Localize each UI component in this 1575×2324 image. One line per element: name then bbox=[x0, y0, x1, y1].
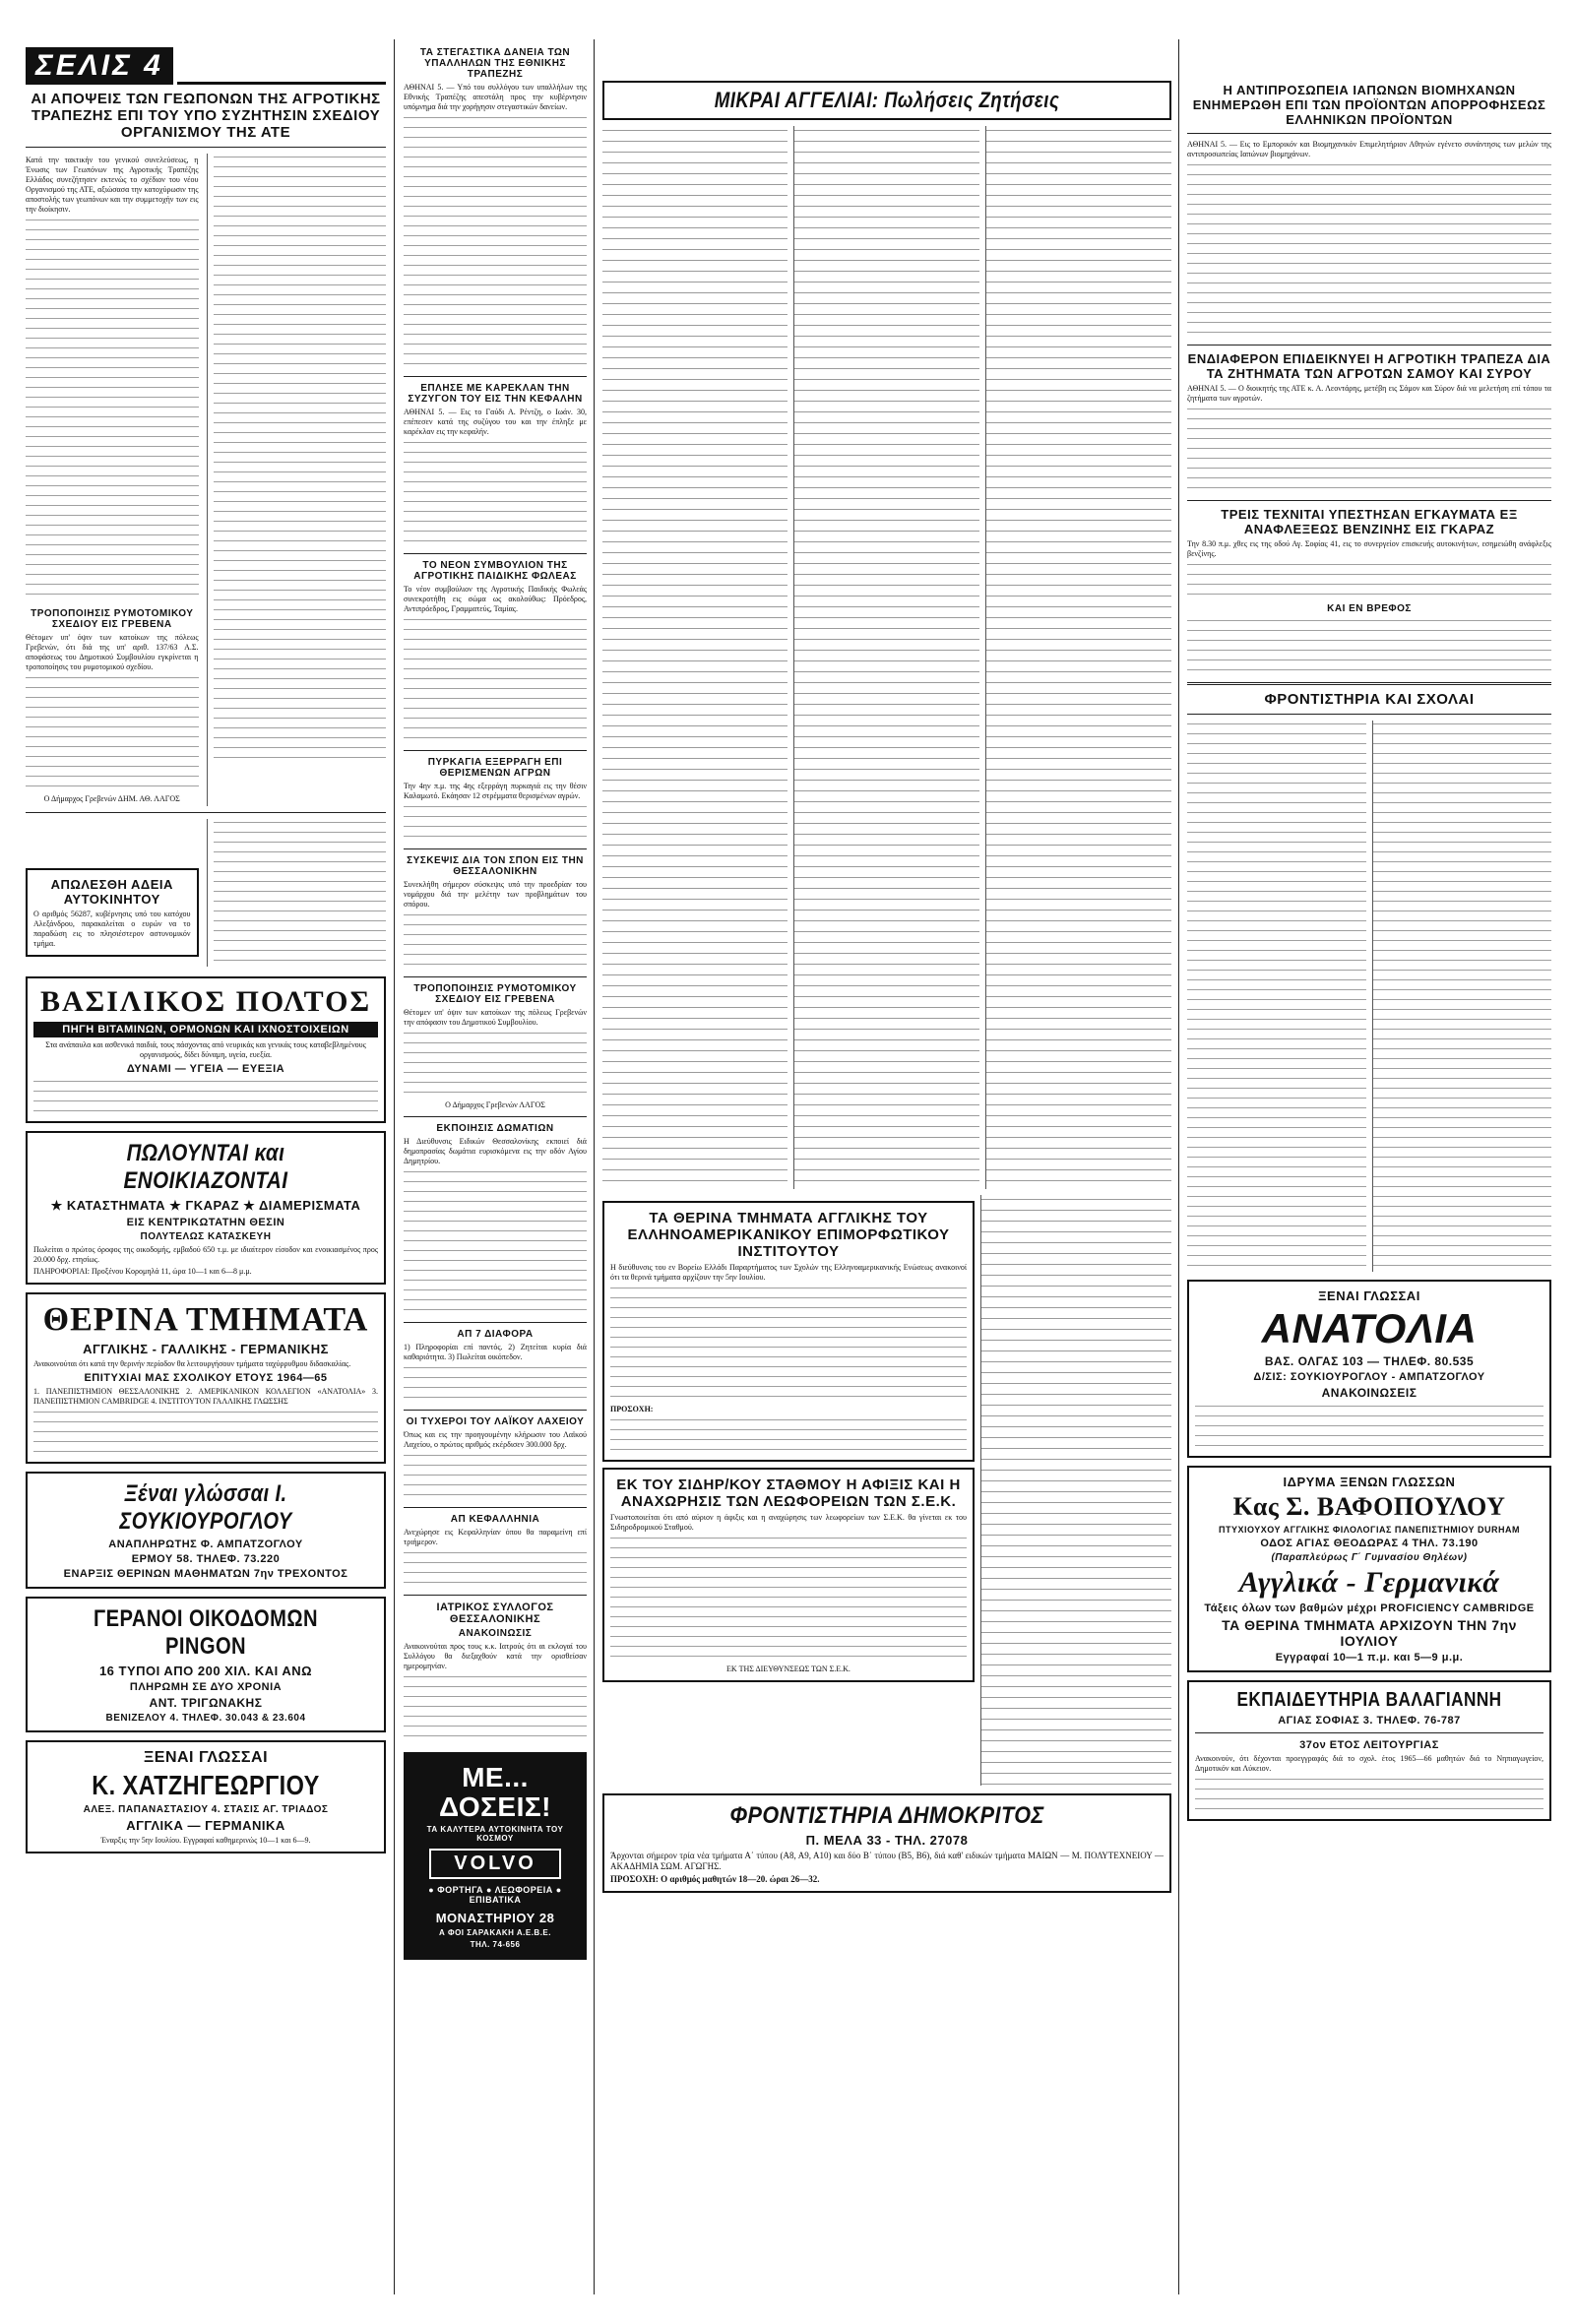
article-body bbox=[26, 674, 199, 792]
classifieds-column bbox=[980, 1195, 1171, 1786]
article-headline: ΟΙ ΤΥΧΕΡΟΙ ΤΟΥ ΛΑΪΚΟΥ ΛΑΧΕΙΟΥ bbox=[406, 1416, 585, 1427]
school-listings bbox=[1372, 721, 1552, 1272]
lead-text: Κατά την τακτικήν του γενικού συνελεύσεως, η Ένωσις των Γεωπόνων της Αγροτικής Τραπέζης Ελλάδος συνεζήτησεν εκτενώς το σχέδιον του νέου Οργανισμού της ΑΤΕ, αξιώσασα την κατοχύρωσιν της αποστολής των γεωπόνων και την συμμετοχήν των εις την διοίκησιν. bbox=[26, 156, 199, 214]
column-1 bbox=[26, 0, 386, 2324]
classifieds-grid bbox=[602, 126, 1171, 1189]
article-headline: ΑΠ ΚΕΦΑΛΛΗΝΙΑ bbox=[450, 1514, 540, 1525]
ad-valagianni: ΕΚΠΑΙΔΕΥΤΗΡΙΑ ΒΑΛΑΓΙΑΝΝΗ ΑΓΙΑΣ ΣΟΦΙΑΣ 3. ΤΗΛΕΦ. 76-787 37ον ΕΤΟΣ ΛΕΙΤΟΥΡΓΙΑΣ Ανακοινούν, ότι δέχονται προεγγραφάς διά το σχολ. έτος 1965—66 μαθητών διά το Νηπιαγωγείον, Δημοτικόν και Λύκειον. bbox=[1187, 1680, 1551, 1821]
classifieds-header: ΜΙΚΡΑΙ ΑΓΓΕΛΙΑΙ: Πωλήσεις Ζητήσεις bbox=[602, 81, 1171, 120]
volvo-logo: VOLVO bbox=[429, 1849, 561, 1879]
classifieds-column bbox=[985, 126, 1171, 1189]
lost-notice-text: Ο αριθμός 56287, κυβέρνησις υπό του κατόχου Αλεξάνδρου, παρακαλείται ο ευρών να το παραδώση εις το πλησιέστερον αστυνομικόν τμήμα. bbox=[33, 910, 191, 948]
ad-vafopoulou: ΙΔΡΥΜΑ ΞΕΝΩΝ ΓΛΩΣΣΩΝ Κας Σ. ΒΑΦΟΠΟΥΛΟΥ ΠΤΥΧΙΟΥΧΟΥ ΑΓΓΛΙΚΗΣ ΦΙΛΟΛΟΓΙΑΣ ΠΑΝΕΠΙΣΤΗΜΙΟΥ DURHAM ΟΔΟΣ ΑΓΙΑΣ ΘΕΟΔΩΡΑΣ 4 ΤΗΛ. 73.190 (Παραπλεύρως Γ΄ Γυμνασίου Θηλέων) Αγγλικά - Γερμανικά Τάξεις όλων των βαθμών μέχρι PROFICIENCY CAMBRIDGE ΤΑ ΘΕΡΙΝΑ ΤΜΗΜΑΤΑ ΑΡΧΙΖΟΥΝ ΤΗΝ 7ην ΙΟΥΛΙΟΥ Εγγραφαί 10—1 π.μ. και 5—9 μ.μ. bbox=[1187, 1466, 1551, 1672]
column-rule bbox=[594, 39, 595, 2294]
section-header: ΦΡΟΝΤΙΣΤΗΡΙΑ ΚΑΙ ΣΧΟΛΑΙ bbox=[1264, 691, 1475, 708]
lost-notice-title: ΑΠΩΛΕΣΘΗ ΑΔΕΙΑ ΑΥΤΟΚΙΝΗΤΟΥ bbox=[50, 877, 173, 907]
classifieds-column bbox=[793, 126, 979, 1189]
article-headline: ΠΥΡΚΑΓΙΑ ΕΞΕΡΡΑΓΗ ΕΠΙ ΘΕΡΙΣΜΕΝΩΝ ΑΓΡΩΝ bbox=[427, 757, 563, 779]
article-headline: ΙΑΤΡΙΚΟΣ ΣΥΛΛΟΓΟΣ ΘΕΣΣΑΛΟΝΙΚΗΣ bbox=[436, 1602, 554, 1625]
column-rule bbox=[1178, 39, 1179, 2294]
article-signature: Ο Δήμαρχος Γρεβενών ΔΗΜ. ΑΘ. ΛΑΓΟΣ bbox=[43, 794, 180, 803]
article-headline: ΤΡΟΠΟΠΟΙΗΣΙΣ ΡΥΜΟΤΟΜΙΚΟΥ ΣΧΕΔΙΟΥ ΕΙΣ ΓΡΕΒΕΝΑ bbox=[31, 608, 194, 630]
ad-hatzigeorgiou: ΞΕΝΑΙ ΓΛΩΣΣΑΙ Κ. ΧΑΤΖΗΓΕΩΡΓΙΟΥ ΑΛΕΞ. ΠΑΠΑΝΑΣΤΑΣΙΟΥ 4. ΣΤΑΣΙΣ ΑΓ. ΤΡΙΑΔΟΣ ΑΓΓΛΙΚΑ — ΓΕΡΜΑΝΙΚΑ Έναρξις την 5ην Ιουλίου. Εγγραφαί καθημερινώς 10—1 και 6—9. bbox=[26, 1740, 386, 1853]
ad-vasilikos-poltos: ΒΑΣΙΛΙΚΟΣ ΠΟΛΤΟΣ ΠΗΓΗ ΒΙΤΑΜΙΝΩΝ, ΟΡΜΟΝΩΝ ΚΑΙ ΙΧΝΟΣΤΟΙΧΕΙΩΝ Στα ανάπαυλα και ασθενικά παιδιά, τους πάσχοντας από νευρικάς και γενικάς τους καταβεβλημένους οργανισμούς, δίδει δύναμη, υγεία, ευεξία. ΔΥΝΑΜΙ — ΥΓΕΙΑ — ΕΥΕΞΙΑ bbox=[26, 976, 386, 1123]
article-headline: ΤΑ ΣΤΕΓΑΣΤΙΚΑ ΔΑΝΕΙΑ ΤΩΝ ΥΠΑΛΛΗΛΩΝ ΤΗΣ ΕΘΝΙΚΗΣ ΤΡΑΠΕΖΗΣ bbox=[419, 47, 571, 80]
article-body bbox=[214, 154, 387, 764]
article-body bbox=[214, 819, 387, 967]
ad-hellenic-american-summer: ΤΑ ΘΕΡΙΝΑ ΤΜΗΜΑΤΑ ΑΓΓΛΙΚΗΣ ΤΟΥ ΕΛΛΗΝΟΑΜΕΡΙΚΑΝΙΚΟΥ ΕΠΙΜΟΡΦΩΤΙΚΟΥ ΙΝΣΤΙΤΟΥΤΟΥ Η διεύθυνσις του εν Βορείω Ελλάδι Παραρτήματος των Σχολών της Ελληνοαμερικανικής Ενώσεως ανακοινοί ότι τα θερινά τμήματα αρχίζουν την 5ην Ιουλίου. ΠΡΟΣΟΧΗ: bbox=[602, 1201, 975, 1462]
ad-summer-classes: ΘΕΡΙΝΑ ΤΜΗΜΑΤΑ ΑΓΓΛΙΚΗΣ - ΓΑΛΛΙΚΗΣ - ΓΕΡΜΑΝΙΚΗΣ Ανακοινούται ότι κατά την θερινήν περίοδον θα λειτουργήσουν τμήματα ταχύρρυθμου διδασκαλίας. ΕΠΙΤΥΧΙΑΙ ΜΑΣ ΣΧΟΛΙΚΟΥ ΕΤΟΥΣ 1964—65 1. ΠΑΝΕΠΙΣΤΗΜΙΟΝ ΘΕΣΣΑΛΟΝΙΚΗΣ 2. ΑΜΕΡΙΚΑΝΙΚΟΝ ΚΟΛΛΕΓΙΟΝ «ΑΝΑΤΟΛΙΑ» 3. ΠΑΝΕΠΙΣΤΗΜΙΟΝ CAMBRIDGE 4. ΙΝΣΤΙΤΟΥΤΟΝ ΓΑΛΛΙΚΗΣ ΓΛΩΣΣΗΣ bbox=[26, 1292, 386, 1464]
article-headline: ΕΚΠΟΙΗΣΙΣ ΔΩΜΑΤΙΩΝ bbox=[436, 1123, 554, 1134]
ad-languages-soukiouroglou: Ξέναι γλώσσαι Ι. ΣΟΥΚΙΟΥΡΟΓΛΟΥ ΑΝΑΠΛΗΡΩΤΗΣ Φ. ΑΜΠΑΤΖΟΓΛΟΥ ΕΡΜΟΥ 58. ΤΗΛΕΦ. 73.220 ΕΝΑΡΞΙΣ ΘΕΡΙΝΩΝ ΜΑΘΗΜΑΤΩΝ 7ην ΤΡΕΧΟΝΤΟΣ bbox=[26, 1472, 386, 1589]
article-body bbox=[26, 217, 199, 600]
article-headline: Η ΑΝΤΙΠΡΟΣΩΠΕΙΑ ΙΑΠΩΝΩΝ ΒΙΟΜΗΧΑΝΩΝ ΕΝΗΜΕΡΩΘΗ ΕΠΙ ΤΩΝ ΠΡΟΪΟΝΤΩΝ ΑΠΟΡΡΟΦΗΣΕΩΣ ΕΛΛΗΝΙΚΩΝ ΠΡΟΪΟΝΤΩΝ bbox=[1192, 83, 1546, 127]
school-listings bbox=[1187, 721, 1366, 1272]
article-headline: ΤΡΕΙΣ ΤΕΧΝΙΤΑΙ ΥΠΕΣΤΗΣΑΝ ΕΓΚΑΥΜΑΤΑ ΕΞ ΑΝΑΦΛΕΞΕΩΣ ΒΕΝΖΙΝΗΣ ΕΙΣ ΓΚΑΡΑΖ bbox=[1221, 507, 1518, 536]
article-headline: ΕΝΔΙΑΦΕΡΟΝ ΕΠΙΔΕΙΚΝΥΕΙ Η ΑΓΡΟΤΙΚΗ ΤΡΑΠΕΖΑ ΔΙΑ ΤΑ ΖΗΤΗΜΑΤΑ ΤΩΝ ΑΓΡΟΤΩΝ ΣΑΜΟΥ ΚΑΙ ΣΥΡΟΥ bbox=[1187, 351, 1551, 381]
ad-dimokritos: ΦΡΟΝΤΙΣΤΗΡΙΑ ΔΗΜΟΚΡΙΤΟΣ Π. ΜΕΛΑ 33 - ΤΗΛ. 27078 Άρχονται σήμερον τρία νέα τμήματα Α΄ τύπου (Α8, Α9, Α10) και δύο Β΄ τύπου (Β5, Β6), διά καθ' ειδικών τμήματα ΜΑΙΩΝ — Μ. ΠΟΛΥΤΕΧΝΕΙΟΥ — ΑΚΑΔΗΜΙΑ ΣΩΜ. ΑΓΩΓΗΣ. ΠΡΟΣΟΧΗ: Ο αριθμός μαθητών 18—20. ώραι 26—32. bbox=[602, 1793, 1171, 1893]
ad-volvo: ΜΕ... ΔΟΣΕΙΣ! ΤΑ ΚΑΛΥΤΕΡΑ ΑΥΤΟΚΙΝΗΤΑ ΤΟΥ ΚΟΣΜΟΥ VOLVO ● ΦΟΡΤΗΓΑ ● ΛΕΩΦΟΡΕΙΑ ● ΕΠΙΒΑΤΙΚΑ ΜΟΝΑΣΤΗΡΙΟΥ 28 Α ΦΟΙ ΣΑΡΑΚΑΚΗ Α.Ε.Β.Ε. ΤΗΛ. 74-656 bbox=[404, 1752, 587, 1960]
column-4: Η ΑΝΤΙΠΡΟΣΩΠΕΙΑ ΙΑΠΩΝΩΝ ΒΙΟΜΗΧΑΝΩΝ ΕΝΗΜΕΡΩΘΗ ΕΠΙ ΤΩΝ ΠΡΟΪΟΝΤΩΝ ΑΠΟΡΡΟΦΗΣΕΩΣ ΕΛΛΗΝΙΚΩΝ ΠΡΟΪΟΝΤΩΝ ΑΘΗΝΑΙ 5. — Εις το Εμπορικόν και Βιομηχανικόν Επιμελητήριον Αθηνών εγένετο συνάντησις των μελών της αντιπροσωπείας Ιαπώνων βιομηχάνων. ΕΝΔΙΑΦΕΡΟΝ ΕΠΙΔΕΙΚΝΥΕΙ Η ΑΓΡΟΤΙΚΗ ΤΡΑΠΕΖΑ ΔΙΑ ΤΑ ΖΗΤΗΜΑΤΑ ΤΩΝ ΑΓΡΟΤΩΝ ΣΑΜΟΥ ΚΑΙ ΣΥΡΟΥ ΑΘΗΝΑΙ 5. — Ο διοικητής της ΑΤΕ κ. Α. Λεοντάρης, μετέβη εις Σάμον και Σύρον διά να μελετήση επί τόπου τα ζητήματα των αγροτών. ΤΡΕΙΣ ΤΕΧΝΙΤΑΙ ΥΠΕΣΤΗΣΑΝ ΕΓΚΑΥΜΑΤΑ ΕΞ ΑΝΑΦΛΕΞΕΩΣ ΒΕΝΖΙΝΗΣ ΕΙΣ ΓΚΑΡΑΖ Την 8.30 π.μ. χθες εις της οδού Αγ. Σοφίας 41, εις το συνεργείον επισκευής αυτοκινήτων, εσημειώθη ανάφλεξις βενζίνης. ΚΑΙ ΕΝ ΒΡΕΦΟΣ ΦΡΟΝΤΙΣΤΗΡΙΑ ΚΑΙ ΣΧΟΛΑΙ ΞΕΝΑΙ ΓΛΩΣΣΑΙ ΑΝΑΤΟΛΙΑ ΒΑΣ. ΟΛΓΑΣ 103 — ΤΗΛΕΦ. 80.535 Δ/ΣΙΣ: ΣΟΥΚΙΟΥΡΟΓΛΟΥ - ΑΜΠΑΤΖΟΓΛΟΥ ΑΝΑΚΟΙΝΩΣΕΙΣ ΙΔΡΥΜΑ ΞΕΝΩΝ ΓΛΩΣΣΩΝ Κας Σ. ΒΑΦΟΠΟΥΛΟΥ ΠΤΥΧΙΟΥΧΟΥ ΑΓΓΛΙΚΗΣ ΦΙΛΟΛΟΓΙΑΣ ΠΑΝΕΠΙΣΤΗΜΙΟΥ DURHAM ΟΔΟΣ ΑΓΙΑΣ ΘΕΟΔΩΡΑΣ 4 ΤΗΛ. 73.190 (Παραπλεύρως Γ΄ Γυμνασίου Θηλέων) Αγγλικά - Γερμανικά Τάξεις όλων των βαθμών μέχρι PROFICIENCY CAMBRIDGE ΤΑ ΘΕΡΙΝΑ ΤΜΗΜΑΤΑ ΑΡΧΙΖΟΥΝ ΤΗΝ 7ην ΙΟΥΛΙΟΥ Εγγραφαί 10—1 π.μ. και 5—9 μ.μ. ΕΚΠΑΙΔΕΥΤΗΡΙΑ ΒΑΛΑΓΙΑΝΝΗ ΑΓΙΑΣ ΣΟΦΙΑΣ 3. ΤΗΛΕΦ. 76-787 37ον ΕΤΟΣ ΛΕΙΤΟΥΡΓΙΑΣ Ανακοινούν, ότι δέχονται προεγγραφάς διά το σχολ. έτος 1965—66 μαθητών διά το Νηπιαγωγείον, Δημοτικόν και Λύκειον. bbox=[1187, 0, 1551, 2324]
article-headline: ΕΠΛΗΣΕ ΜΕ ΚΑΡΕΚΛΑΝ ΤΗΝ ΣΥΖΥΓΟΝ ΤΟΥ ΕΙΣ ΤΗΝ ΚΕΦΑΛΗΝ bbox=[408, 383, 583, 405]
column-2: ΤΑ ΣΤΕΓΑΣΤΙΚΑ ΔΑΝΕΙΑ ΤΩΝ ΥΠΑΛΛΗΛΩΝ ΤΗΣ ΕΘΝΙΚΗΣ ΤΡΑΠΕΖΗΣ ΑΘΗΝΑΙ 5. — Υπό του συλλόγου των υπαλλήλων της Εθνικής Τραπέζης απεστάλη προς την κυβέρνησιν υπόμνημα διά την χορήγησιν στεγαστικών δανείων. ΕΠΛΗΣΕ ΜΕ ΚΑΡΕΚΛΑΝ ΤΗΝ ΣΥΖΥΓΟΝ ΤΟΥ ΕΙΣ ΤΗΝ ΚΕΦΑΛΗΝ ΑΘΗΝΑΙ 5. — Εις το Γαύδι Α. Ρέντζη, ο Ιωάν. 30, επέπεσεν κατά της συζύγου του και την έπληξε με καρέκλαν εις την κεφαλήν. ΤΟ ΝΕΟΝ ΣΥΜΒΟΥΛΙΟΝ ΤΗΣ ΑΓΡΟΤΙΚΗΣ ΠΑΙΔΙΚΗΣ ΦΩΛΕΑΣ Το νέον συμβούλιον της Αγροτικής Παιδικής Φωλεάς συνεκροτήθη εις σώμα ως ακολούθως: Πρόεδρος, Αντιπρόεδρος, Γραμματεύς, Ταμίας. ΠΥΡΚΑΓΙΑ ΕΞΕΡΡΑΓΗ ΕΠΙ ΘΕΡΙΣΜΕΝΩΝ ΑΓΡΩΝ Την 4ην π.μ. της 4ης εξερράγη πυρκαγιά εις την θέσιν Καλαμωτό. Εκάησαν 12 στρέμματα θερισμένων αγρών. ΣΥΣΚΕΨΙΣ ΔΙΑ ΤΟΝ ΣΠΟΝ ΕΙΣ ΤΗΝ ΘΕΣΣΑΛΟΝΙΚΗΝ Συνεκλήθη σήμερον σύσκεψις υπό την προεδρίαν του νομάρχου διά την μελέτην των προβλημάτων του σπόρου. ΤΡΟΠΟΠΟΙΗΣΙΣ ΡΥΜΟΤΟΜΙΚΟΥ ΣΧΕΔΙΟΥ ΕΙΣ ΓΡΕΒΕΝΑ Θέτομεν υπ' όψιν των κατοίκων της πόλεως Γρεβενών την απόφασιν του Δημοτικού Συμβουλίου. Ο Δήμαρχος Γρεβενών ΛΑΓΟΣ ΕΚΠΟΙΗΣΙΣ ΔΩΜΑΤΙΩΝ Η Διεύθυνσις Ειδικών Θεσσαλονίκης εκποιεί διά δημοπρασίας δωμάτια ευρισκόμενα εις την οδόν Αγίου Δημητρίου. ΑΠ 7 ΔΙΑΦΟΡΑ 1) Πληροφορίαι επί παντός. 2) Ζητείται κυρία διά καθαριότητα. 3) Πωλείται οικόπεδον. ΟΙ ΤΥΧΕΡΟΙ ΤΟΥ ΛΑΪΚΟΥ ΛΑΧΕΙΟΥ Όπως και εις την προηγουμένην κλήρωσιν του Λαϊκού Λαχείου, ο πρώτος αριθμός εκέρδισεν 300.000 δρχ. ΑΠ ΚΕΦΑΛΛΗΝΙΑ Ανεχώρησε εις Κεφαλληνίαν όπου θα παραμείνη επί τριήμερον. ΙΑΤΡΙΚΟΣ ΣΥΛΛΟΓΟΣ ΘΕΣΣΑΛΟΝΙΚΗΣ ΑΝΑΚΟΙΝΩΣΙΣ Ανακοινούται προς τους κ.κ. Ιατρούς ότι αι εκλογαί του Συλλόγου θα διεξαχθούν κατά την ορισθείσαν ημερομηνίαν. ΜΕ... ΔΟΣΕΙΣ! ΤΑ ΚΑΛΥΤΕΡΑ ΑΥΤΟΚΙΝΗΤΑ ΤΟΥ ΚΟΣΜΟΥ VOLVO ● ΦΟΡΤΗΓΑ ● ΛΕΩΦΟΡΕΙΑ ● ΕΠΙΒΑΤΙΚΑ ΜΟΝΑΣΤΗΡΙΟΥ 28 Α ΦΟΙ ΣΑΡΑΚΑΚΗ Α.Ε.Β.Ε. ΤΗΛ. 74-656 bbox=[404, 0, 587, 2324]
lead-headline: ΑΙ ΑΠΟΨΕΙΣ ΤΩΝ ΓΕΩΠΟΝΩΝ ΤΗΣ ΑΓΡΟΤΙΚΗΣ ΤΡΑΠΕΖΗΣ ΕΠΙ ΤΟΥ ΥΠΟ ΣΥΖΗΤΗΣΙΝ ΣΧΕΔΙΟΥ ΟΡΓΑΝΙΣΜΟΥ ΤΗΣ ΑΤΕ bbox=[31, 91, 381, 141]
ad-for-sale-rent: ΠΩΛΟΥΝΤΑΙ και ΕΝΟΙΚΙΑΖΟΝΤΑΙ ★ ΚΑΤΑΣΤΗΜΑΤΑ ★ ΓΚΑΡΑΖ ★ ΔΙΑΜΕΡΙΣΜΑΤΑ ΕΙΣ ΚΕΝΤΡΙΚΩΤΑΤΗΝ ΘΕΣΙΝ ΠΟΛΥΤΕΛΩΣ ΚΑΤΑΣΚΕΥΗ Πωλείται ο πρώτος όροφος της οικοδομής, εμβαδού 650 τ.μ. με ιδιαίτερον είσοδον και ενοικιασμένος προς 20.000 δρχ. ετησίως. ΠΛΗΡΟΦΟΡΙΑΙ: Προξένου Κορομηλά 11, ώρα 10—1 και 6—8 μ.μ. bbox=[26, 1131, 386, 1285]
page-masthead: ΣΕΛΙΣ 4 bbox=[26, 47, 173, 85]
article-headline: ΤΡΟΠΟΠΟΙΗΣΙΣ ΡΥΜΟΤΟΜΙΚΟΥ ΣΧΕΔΙΟΥ ΕΙΣ ΓΡΕΒΕΝΑ bbox=[413, 983, 577, 1005]
article-headline: ΣΥΣΚΕΨΙΣ ΔΙΑ ΤΟΝ ΣΠΟΝ ΕΙΣ ΤΗΝ ΘΕΣΣΑΛΟΝΙΚΗΝ bbox=[407, 855, 584, 877]
article-headline: ΤΟ ΝΕΟΝ ΣΥΜΒΟΥΛΙΟΝ ΤΗΣ ΑΓΡΟΤΙΚΗΣ ΠΑΙΔΙΚΗΣ ΦΩΛΕΑΣ bbox=[413, 560, 577, 582]
article-headline: ΑΠ 7 ΔΙΑΦΟΡΑ bbox=[457, 1329, 534, 1340]
ad-cranes-pingon: ΓΕΡΑΝΟΙ ΟΙΚΟΔΟΜΩΝ PINGON 16 ΤΥΠΟΙ ΑΠΟ 200 ΧΙΛ. ΚΑΙ ΑΝΩ ΠΛΗΡΩΜΗ ΣΕ ΔΥΟ ΧΡΟΝΙΑ ΑΝΤ. ΤΡΙΓΩΝΑΚΗΣ ΒΕΝΙΖΕΛΟΥ 4. ΤΗΛΕΦ. 30.043 & 23.604 bbox=[26, 1597, 386, 1732]
article-text: Θέτομεν υπ' όψιν των κατοίκων της πόλεως Γρεβενών, ότι διά της υπ' αριθ. 137/63 Α.Σ. αποφάσεως του Δημοτικού Συμβουλίου εγκρίνεται η τροποποίησις του ρυμοτομικού σχεδίου. bbox=[26, 633, 199, 671]
classifieds-column bbox=[602, 126, 788, 1189]
notice-sek-buses: ΕΚ ΤΟΥ ΣΙΔΗΡ/ΚΟΥ ΣΤΑΘΜΟΥ Η ΑΦΙΞΙΣ ΚΑΙ Η ΑΝΑΧΩΡΗΣΙΣ ΤΩΝ ΛΕΩΦΟΡΕΙΩΝ ΤΩΝ Σ.Ε.Κ. Γνωστοποιείται ότι από αύριον η άφιξις και η αναχώρησις των λεωφορείων των Σ.Ε.Κ. θα γίνεται εκ του Σιδηροδρομικού Σταθμού. ΕΚ ΤΗΣ ΔΙΕΥΘΥΝΣΕΩΣ ΤΩΝ Σ.Ε.Κ. bbox=[602, 1468, 975, 1682]
ad-anatolia: ΞΕΝΑΙ ΓΛΩΣΣΑΙ ΑΝΑΤΟΛΙΑ ΒΑΣ. ΟΛΓΑΣ 103 — ΤΗΛΕΦ. 80.535 Δ/ΣΙΣ: ΣΟΥΚΙΟΥΡΟΓΛΟΥ - ΑΜΠΑΤΖΟΓΛΟΥ ΑΝΑΚΟΙΝΩΣΕΙΣ bbox=[1187, 1280, 1551, 1458]
column-rule bbox=[394, 39, 395, 2294]
column-3 bbox=[602, 0, 1171, 2324]
